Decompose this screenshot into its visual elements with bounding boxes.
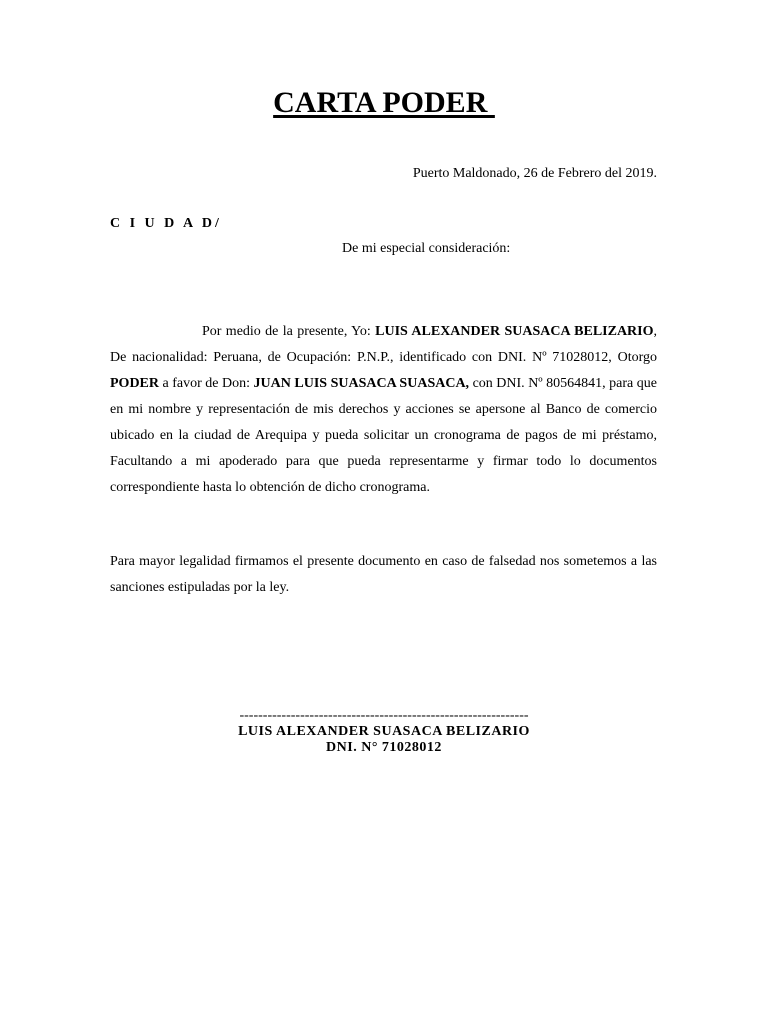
signer-dni: DNI. N° 71028012 [326,740,442,755]
main-paragraph [110,319,657,501]
signature-line: -------------------------------------------------------------- [239,708,529,723]
closing-paragraph: Para mayor legalidad firmamos el presente documento en caso de falsedad nos sometemos a las sanciones estipuladas por la ley. [110,554,657,595]
signature-block [0,708,768,756]
paragraph-text: con DNI. Nº 80564841, para que en mi nombre y representación de mis derechos y acciones se apersone al Banco de comercio ubicado en la ciudad de Arequipa y pueda solicitar un cronograma de pagos de mi préstamo, Facultando a mi apoderado para que pueda representarme y firmar todo lo documentos correspondiente hasta lo obtención de dicho cronograma. [110,376,657,495]
grantor-name: LUIS ALEXANDER SUASACA BELIZARIO [375,324,654,339]
paragraph-text: a favor de Don: [159,376,254,391]
date-line: Puerto Maldonado, 26 de Febrero del 2019. [412,166,657,181]
signer-name: LUIS ALEXANDER SUASACA BELIZARIO [238,724,530,739]
salutation: De mi especial consideración: [342,241,511,256]
recipient-line: C I U D A D/ [110,216,222,231]
document-title: CARTA PODER [273,86,495,119]
agent-name: JUAN LUIS SUASACA SUASACA, [253,376,470,391]
paragraph-text: , De nacionalidad: Peruana, de Ocupación: P.N.P., identificado con DNI. Nº 71028012, Otorgo [110,324,658,365]
paragraph-text: Por medio de la presente, Yo: [202,324,376,339]
poder-word: PODER [110,376,159,391]
